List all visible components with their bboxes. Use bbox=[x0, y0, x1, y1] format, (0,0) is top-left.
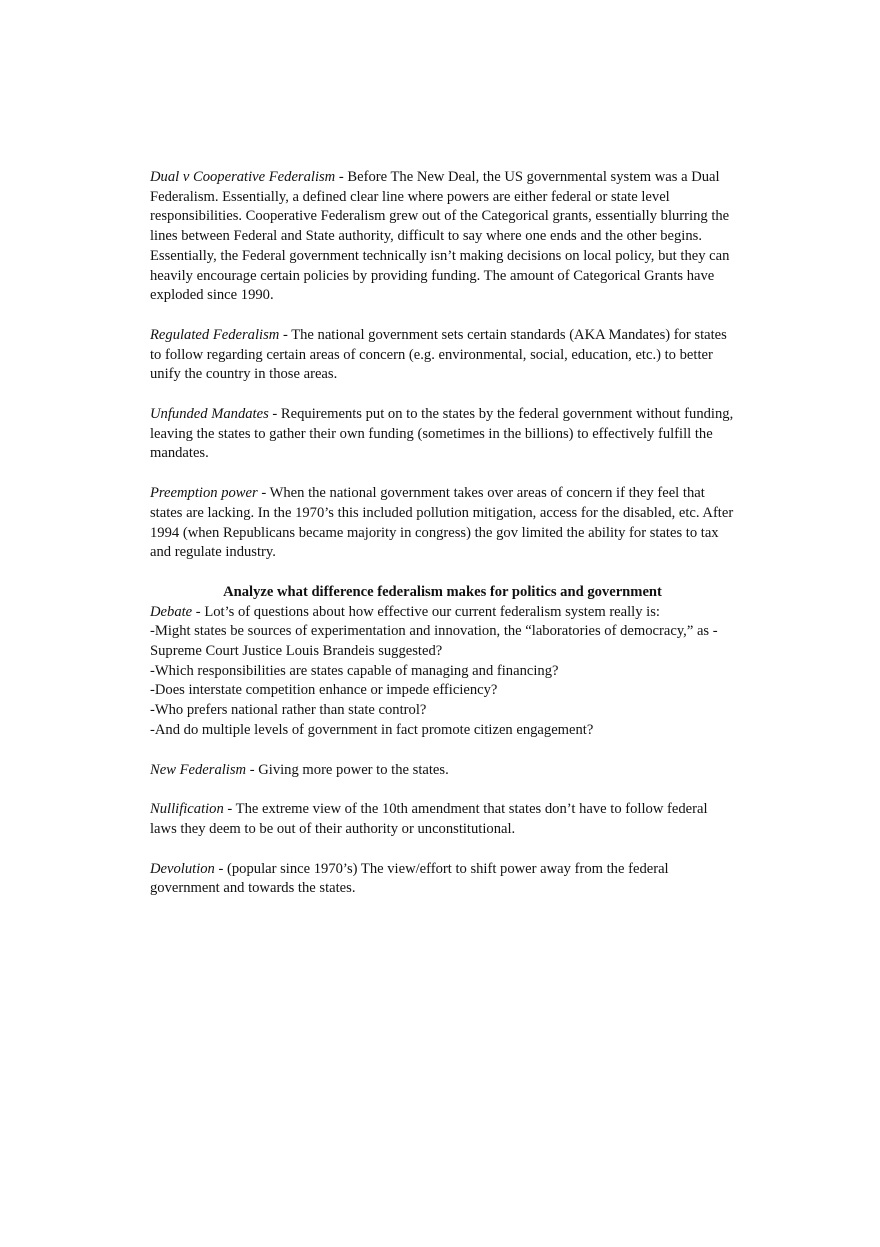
question-item: -Does interstate competition enhance or impede efficiency? bbox=[150, 682, 498, 699]
definition-preemption-power: - When the national government takes over areas of concern if they feel that states are lacking. In the 1970’s this included pollution mitigation, access for the disabled, etc. After 1994 (when Republicans became majority in congress) the gov limited the ability for states to tax and regulate industry. bbox=[150, 485, 734, 561]
paragraph-new-federalism bbox=[150, 761, 735, 781]
paragraph-devolution bbox=[150, 860, 735, 899]
paragraph-nullification bbox=[150, 800, 735, 839]
term-regulated-federalism: Regulated Federalism bbox=[150, 326, 280, 343]
term-preemption-power: Preemption power bbox=[150, 485, 258, 502]
document-body bbox=[150, 168, 735, 919]
section-heading: Analyze what difference federalism makes for politics and government bbox=[223, 583, 662, 600]
definition-nullification: - The extreme view of the 10th amendment that states don’t have to follow federal laws they deem to be out of their authority or unconstitutional. bbox=[150, 801, 708, 837]
definition-unfunded-mandates: - Requirements put on to the states by the federal government without funding, leaving the states to gather their own funding (sometimes in the billions) to effectively fulfill the mandates. bbox=[150, 406, 734, 462]
question-item: -Who prefers national rather than state control? bbox=[150, 702, 427, 719]
question-item: -Might states be sources of experimentation and innovation, the “laboratories of democracy,” as -Supreme Court Justice Louis Brandeis suggested? bbox=[150, 623, 718, 660]
term-devolution: Devolution bbox=[150, 860, 215, 877]
definition-debate: - Lot’s of questions about how effective our current federalism system really is: bbox=[192, 603, 660, 620]
term-new-federalism: New Federalism bbox=[150, 761, 247, 778]
paragraph-unfunded-mandates bbox=[150, 405, 735, 464]
section-analyze bbox=[150, 583, 735, 741]
definition-new-federalism: - Giving more power to the states. bbox=[246, 761, 449, 778]
term-dual-cooperative-federalism: Dual v Cooperative Federalism bbox=[150, 169, 336, 185]
question-item: -And do multiple levels of government in fact promote citizen engagement? bbox=[150, 721, 594, 738]
question-item: -Which responsibilities are states capable of managing and financing? bbox=[150, 662, 559, 679]
term-debate: Debate bbox=[150, 603, 193, 620]
definition-dual-cooperative-federalism: - Before The New Deal, the US governmental system was a Dual Federalism. Essentially, a defined clear line where powers are either federal or state level responsibilities. Cooperative Federalism grew out of the Categorical grants, essentially blurring the lines between Federal and State authority, difficult to say where one ends and the other begins. Essentially, the Federal government technically isn’t making decisions on local policy, but they can heavily encourage certain policies by providing funding. The amount of Categorical Grants have exploded since 1990. bbox=[150, 169, 730, 304]
paragraph-dual-cooperative-federalism bbox=[150, 168, 735, 306]
paragraph-preemption-power bbox=[150, 484, 735, 563]
paragraph-debate bbox=[150, 603, 735, 623]
term-unfunded-mandates: Unfunded Mandates bbox=[150, 406, 269, 423]
term-nullification: Nullification bbox=[150, 801, 224, 818]
definition-devolution: - (popular since 1970’s) The view/effort to shift power away from the federal government and towards the states. bbox=[150, 860, 669, 897]
paragraph-regulated-federalism bbox=[150, 326, 735, 385]
definition-regulated-federalism: - The national government sets certain standards (AKA Mandates) for states to follow regarding certain areas of concern (e.g. environmental, social, education, etc.) to better unify the country in those areas. bbox=[150, 326, 727, 383]
